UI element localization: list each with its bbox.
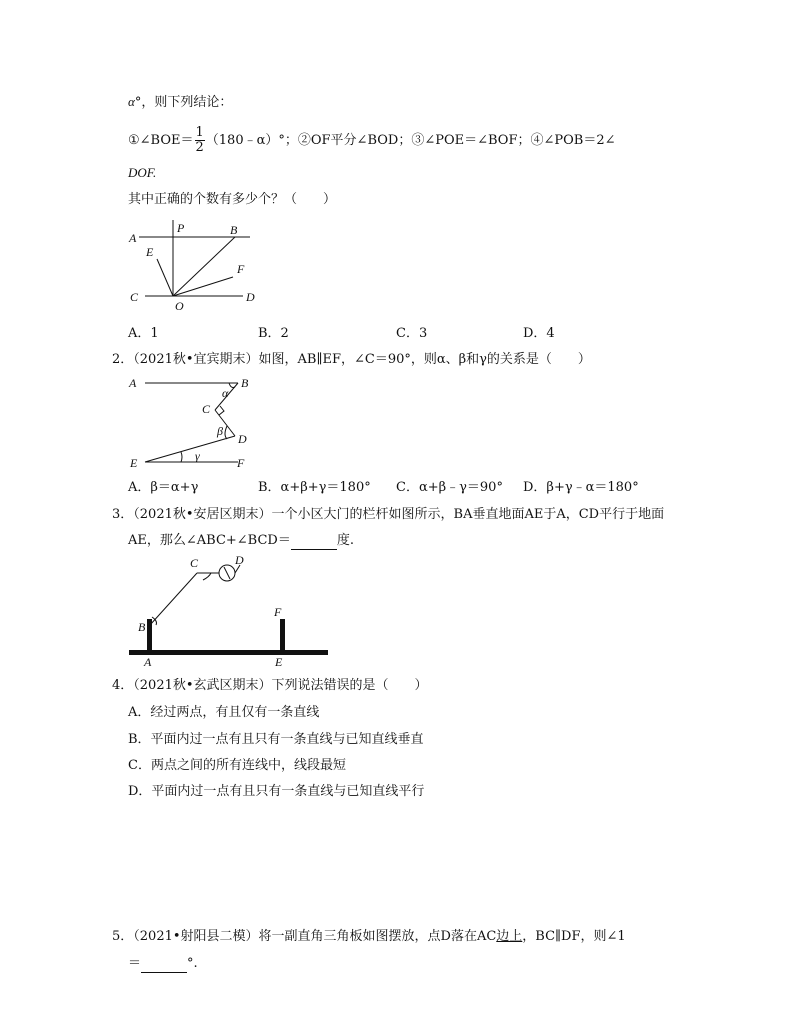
q5-unit: °. bbox=[187, 956, 198, 971]
q2-stem: 2．（2021秋•宜宾期末）如图，AB∥EF，∠C＝90°，则α、β和γ的关系是（ ） bbox=[112, 352, 591, 367]
q4-option-d: D．平面内过一点有且只有一条直线与已知直线平行 bbox=[128, 784, 425, 799]
q5-stem-tail: ，BC∥DF，则∠1 bbox=[522, 929, 626, 944]
q5-equals: ＝ bbox=[128, 956, 142, 971]
q3-stem-line1: 3．（2021秋•安居区期末）一个小区大门的栏杆如图所示，BA垂直地面AE于A，CD平行于地面 bbox=[112, 507, 665, 522]
q3-post-ef bbox=[280, 619, 285, 651]
q3-label-b: B bbox=[138, 620, 146, 634]
q1-fraction-numerator: 1 bbox=[195, 125, 204, 140]
q2-label-beta: β bbox=[217, 424, 223, 438]
q3-answer-blank bbox=[291, 535, 337, 550]
q1-option-a: A．1 bbox=[128, 326, 159, 341]
q2-label-b: B bbox=[241, 376, 249, 390]
q3-label-e: E bbox=[275, 655, 283, 669]
q1-label-p: P bbox=[177, 221, 185, 235]
q1-statement-wrap: DOF. bbox=[128, 165, 157, 180]
q1-label-c: C bbox=[130, 290, 139, 304]
q5-answer-blank bbox=[141, 958, 187, 973]
q3-label-d: D bbox=[235, 553, 244, 567]
q1-option-b: B．2 bbox=[258, 326, 289, 341]
q2-arc-gamma bbox=[181, 452, 182, 462]
q3-figure bbox=[125, 553, 335, 671]
q5-stem-text: 5．（2021•射阳县二模）将一副直角三角板如图摆放，点D落在AC bbox=[112, 929, 497, 944]
q1-alpha: α bbox=[128, 94, 135, 109]
q3-stem-unit: 度. bbox=[336, 533, 354, 548]
q1-figure bbox=[125, 215, 265, 315]
q1-fraction-denominator: 2 bbox=[195, 140, 204, 155]
q3-stem-line2 bbox=[128, 532, 354, 550]
q1-label-o: O bbox=[175, 299, 184, 313]
q1-statement-prefix: ①∠BOE＝ bbox=[128, 133, 194, 148]
q2-arc-beta bbox=[225, 426, 227, 439]
q1-fraction bbox=[195, 126, 205, 155]
q3-label-a: A bbox=[144, 655, 152, 669]
q5-stem bbox=[112, 928, 626, 946]
q1-option-c: C．3 bbox=[396, 326, 428, 341]
q3-stem-text: AE，那么∠ABC+∠BCD＝ bbox=[128, 533, 291, 548]
q4-stem: 4．（2021秋•玄武区期末）下列说法错误的是（ ） bbox=[112, 678, 428, 693]
q1-label-a: A bbox=[129, 231, 137, 245]
q2-figure bbox=[125, 373, 270, 473]
q1-option-d: D．4 bbox=[523, 326, 555, 341]
q1-ray-ob bbox=[173, 237, 235, 296]
q2-option-b: B．α+β+γ＝180° bbox=[258, 480, 371, 495]
q1-label-f: F bbox=[237, 262, 245, 276]
q5-answer-line bbox=[128, 955, 198, 973]
q4-option-c: C．两点之间的所有连线中，线段最短 bbox=[128, 758, 346, 773]
q2-label-alpha: α bbox=[222, 386, 229, 400]
q1-continuation-text: °，则下列结论： bbox=[134, 95, 233, 110]
q3-arc-c bbox=[203, 573, 211, 580]
q1-statement-suffix: （180﹣α）°；②OF平分∠BOD；③∠POE＝∠BOF；④∠POB＝2∠ bbox=[205, 133, 616, 148]
q4-option-a: A．经过两点，有且仅有一条直线 bbox=[128, 705, 320, 720]
q2-label-d: D bbox=[238, 432, 247, 446]
q3-label-c: C bbox=[190, 556, 199, 570]
q2-right-angle-mark bbox=[219, 406, 224, 415]
q2-label-e: E bbox=[130, 456, 138, 470]
q4-option-b: B．平面内过一点有且只有一条直线与已知直线垂直 bbox=[128, 732, 424, 747]
q3-ground-ae bbox=[129, 650, 328, 655]
q2-label-a: A bbox=[129, 376, 137, 390]
q2-option-d: D．β+γ﹣α＝180° bbox=[523, 480, 639, 495]
q1-continuation-line bbox=[128, 93, 232, 112]
q2-segment-de bbox=[145, 436, 235, 462]
q1-label-b: B bbox=[230, 223, 238, 237]
q2-label-c: C bbox=[202, 402, 211, 416]
q1-ray-oe bbox=[157, 259, 173, 296]
q1-label-d: D bbox=[246, 290, 255, 304]
q2-option-a: A．β＝α+γ bbox=[128, 480, 199, 495]
q1-statements-line bbox=[128, 126, 616, 155]
q3-circle-slash bbox=[224, 567, 230, 579]
q2-label-gamma: γ bbox=[195, 449, 200, 463]
q1-label-e: E bbox=[146, 245, 154, 259]
q5-stem-underlined: 边上 bbox=[496, 929, 523, 944]
q3-segment-bc bbox=[150, 573, 197, 625]
q2-option-c: C．α+β﹣γ＝90° bbox=[396, 480, 503, 495]
q2-label-f: F bbox=[237, 456, 245, 470]
q1-ray-of bbox=[173, 277, 233, 296]
q3-label-f: F bbox=[274, 605, 282, 619]
q1-question: 其中正确的个数有多少个？（ ） bbox=[128, 192, 337, 207]
